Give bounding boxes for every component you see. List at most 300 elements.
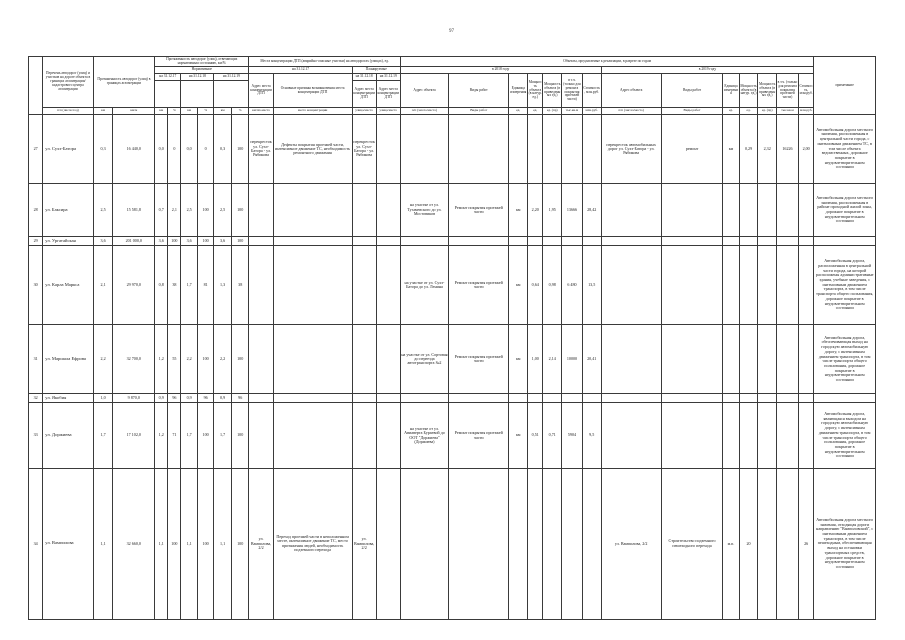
length-m: 16 440,0 xyxy=(113,114,155,183)
note xyxy=(814,236,876,245)
power-2019 xyxy=(739,245,758,324)
area-2019 xyxy=(777,245,799,324)
colnum-19: ед. (пр) xyxy=(543,107,562,114)
h-pow-19: Мощность объекта (в натур. ед.) xyxy=(739,74,758,108)
area-2019 xyxy=(777,236,799,245)
unit-2019 xyxy=(723,325,739,394)
h-unit-19: Единица измерения xyxy=(723,74,739,108)
h-addr-19: Адрес объекта xyxy=(601,74,661,108)
normative-km-17: 0,0 xyxy=(155,114,168,183)
colnum-28: млн.руб. xyxy=(798,107,813,114)
note: Автомобильная дорога местного значения, расположенная в районе проходной жилой зоны, дорожное покрытие в неудовлетворительном состоянии xyxy=(814,184,876,237)
colnum-18: ед. xyxy=(528,107,543,114)
cost-2019 xyxy=(798,236,813,245)
area-2019 xyxy=(777,468,799,619)
normative-pct-17: 0 xyxy=(168,114,181,183)
row-number: 27 xyxy=(29,114,43,183)
length-km: 1,1 xyxy=(93,468,113,619)
h-dtp-addr-3: Адрес места концентрации ДТП xyxy=(376,81,400,107)
h-year-2018: в 2018 году xyxy=(400,67,601,74)
unit-2018 xyxy=(509,468,528,619)
h-dtp-addr-2: Адрес места концентрации ДТП xyxy=(352,81,376,107)
h-dtp-cause: Основные причины возникновения места концентрации ДТП xyxy=(273,74,352,108)
object-address-2018: на участке от ул. Сухэ-Батора до ул. Ленина xyxy=(400,245,448,324)
header-row-1 xyxy=(29,57,876,67)
power-dtp-2019 xyxy=(758,184,777,237)
h-dtp-19: на 31.12.19 xyxy=(376,74,400,81)
power-2018 xyxy=(528,236,543,245)
normative-km-19: 0,3 xyxy=(214,114,232,183)
length-km: 1,7 xyxy=(93,403,113,468)
dtp-cause: Переход проезжей части в неположенном месте, интенсивное движение ТС, место притяжения людей, необходимость подземного перехода xyxy=(273,468,352,619)
row-number: 31 xyxy=(29,325,43,394)
length-m: 15 581,8 xyxy=(113,184,155,237)
power-dtp-2019 xyxy=(758,245,777,324)
area-2018: 10000 xyxy=(562,325,583,394)
object-address-2019 xyxy=(601,394,661,403)
normative-pct-17: 55 xyxy=(168,325,181,394)
unit-2018 xyxy=(509,114,528,183)
colnum-9: км xyxy=(214,107,232,114)
normative-km-19: 3,6 xyxy=(214,236,232,245)
area-2019 xyxy=(777,325,799,394)
normative-km-19: 1,3 xyxy=(214,245,232,324)
table-row xyxy=(29,114,876,183)
power-2019 xyxy=(739,236,758,245)
dtp-address: перекресток ул. Сухэ-Батора - ул. Рябикова xyxy=(249,114,273,183)
street-name: ул. Карла Маркса xyxy=(43,245,93,324)
power-dtp-2018: 0,71 xyxy=(543,403,562,468)
object-address-2018 xyxy=(400,236,448,245)
power-2018 xyxy=(528,114,543,183)
note: Автомобильная дорога, обеспечивающая выход на городскую автомобильную дорогу, с интенсивным движением транспорта, в том числе транспорта общего пользования, дорожное покрытие в неудовлетворительном состоянии xyxy=(814,325,876,394)
dtp-cause: Дефекты покрытия проезжей части, интенсивное движение ТС, необходимость ремонтного движения xyxy=(273,114,352,183)
area-2019 xyxy=(777,394,799,403)
colnum-27: тыс.кв.м xyxy=(777,107,799,114)
normative-km-18: 1,1 xyxy=(181,468,197,619)
area-2019 xyxy=(777,184,799,237)
street-name: ул. Якобия xyxy=(43,394,93,403)
unit-2019 xyxy=(723,236,739,245)
normative-km-17: 1,2 xyxy=(155,403,168,468)
cost-2018: 13,5 xyxy=(582,245,601,324)
cost-2019 xyxy=(798,394,813,403)
object-address-2018: на участке от ул. Тухачевского до ул. Мостовиков xyxy=(400,184,448,237)
dtp-address-18 xyxy=(352,403,376,468)
length-m: 17 102,0 xyxy=(113,403,155,468)
works-2018 xyxy=(449,114,509,183)
unit-2019 xyxy=(723,394,739,403)
cost-2019 xyxy=(798,325,813,394)
dtp-cause xyxy=(273,184,352,237)
length-m: 29 970,0 xyxy=(113,245,155,324)
colnum-14: улица/место xyxy=(376,107,400,114)
power-dtp-2018: 2,14 xyxy=(543,325,562,394)
h-dtp-17: на 31.12.17 xyxy=(249,67,352,74)
row-number: 28 xyxy=(29,184,43,237)
cost-2019 xyxy=(798,403,813,468)
colnum-8: % xyxy=(197,107,213,114)
cost-2019 xyxy=(798,245,813,324)
h-addr-18: Адрес объекта xyxy=(400,74,448,108)
normative-km-18: 2,2 xyxy=(181,325,197,394)
colnum-10: % xyxy=(231,107,249,114)
length-km: 0,3 xyxy=(93,114,113,183)
normative-km-18: 1,7 xyxy=(181,403,197,468)
h-objects: Объекты, предлагаемые к реализации, в разрезе по годам xyxy=(400,57,814,67)
works-2019 xyxy=(661,394,722,403)
street-name: ул. Вампилова xyxy=(43,468,93,619)
power-dtp-2018 xyxy=(543,236,562,245)
normative-pct-19: 96 xyxy=(231,394,249,403)
header-colnum-row xyxy=(29,107,876,114)
object-address-2019 xyxy=(601,184,661,237)
unit-2019 xyxy=(723,245,739,324)
row-number: 30 xyxy=(29,245,43,324)
note: Автомобильная дорога местного значения, отходящая дороги направлению "Вампиловский", с интенсивным движением транспорта, в том числе пешеходным, обеспечивающая выход на остановки транспортных средств, дорожное покрытие в неудовлетворительном состоянии xyxy=(814,468,876,619)
cost-2019: 2,00 xyxy=(798,114,813,183)
note: Автомобильная дорога местного значения, расположенная в центральной части города, с интенсивным движением ТС, в том числе объекта ведомственных, дорожное покрытие в неудовлетворительном состоянии xyxy=(814,114,876,183)
colnum-12: место концентрации xyxy=(273,107,352,114)
h-dtp-addr: Адрес места концентрации ДТП xyxy=(249,74,273,108)
h-normative-share: Протяженность автодорог (улиц), отвечающих нормативным состоянию, км/% xyxy=(155,57,249,67)
unit-2018: км xyxy=(509,403,528,468)
dtp-cause xyxy=(273,394,352,403)
colnum-26: ед. (пр) xyxy=(758,107,777,114)
works-2018 xyxy=(449,394,509,403)
unit-2018: км xyxy=(509,184,528,237)
dtp-address xyxy=(249,245,273,324)
dtp-address-18 xyxy=(352,184,376,237)
h-year-2019: в 2019 году xyxy=(601,67,814,74)
normative-pct-18: 100 xyxy=(197,236,213,245)
note: Автомобильная дорога, расположенная в центральной части города, на которой расположены административные здания, учебные заведения, с интенсивным движением транспорта, в том числе транспорта общего пользования, дорожное покрытие в неудовлетворительном состоянии xyxy=(814,245,876,324)
colnum-6: % xyxy=(168,107,181,114)
power-2019 xyxy=(739,184,758,237)
colnum-16: Виды работ xyxy=(449,107,509,114)
cost-2018: 28,42 xyxy=(582,184,601,237)
street-name: ул. Сухэ-Батора xyxy=(43,114,93,183)
normative-pct-18: 100 xyxy=(197,468,213,619)
works-2019 xyxy=(661,245,722,324)
object-address-2019 xyxy=(601,236,661,245)
normative-km-17: 3,6 xyxy=(155,236,168,245)
dtp-address-18 xyxy=(352,325,376,394)
unit-2019 xyxy=(723,184,739,237)
power-2019 xyxy=(739,325,758,394)
normative-pct-18: 100 xyxy=(197,403,213,468)
power-dtp-2019 xyxy=(758,394,777,403)
colnum-3: км xyxy=(93,107,113,114)
works-2019 xyxy=(661,325,722,394)
table-row xyxy=(29,403,876,468)
power-2019 xyxy=(739,403,758,468)
power-dtp-2019: 2,32 xyxy=(758,114,777,183)
normative-pct-19: 100 xyxy=(231,114,249,183)
colnum-21: млн.руб. xyxy=(582,107,601,114)
object-address-2018 xyxy=(400,114,448,183)
row-number: 29 xyxy=(29,236,43,245)
normative-pct-17: 100 xyxy=(168,468,181,619)
object-address-2018 xyxy=(400,468,448,619)
colnum-23: Виды работ xyxy=(661,107,722,114)
header-row-2 xyxy=(29,67,876,74)
works-2019 xyxy=(661,184,722,237)
cost-2018 xyxy=(582,236,601,245)
h-dtp-places: Места концентрации ДТП (аварийно-опасные участки) на автодорогах (улицах), ед. xyxy=(249,57,400,67)
row-number: 32 xyxy=(29,394,43,403)
table-row xyxy=(29,236,876,245)
cost-2018 xyxy=(582,394,601,403)
power-dtp-2018 xyxy=(543,394,562,403)
power-2018: 1,00 xyxy=(528,325,543,394)
colnum-15: п/п (число/место) xyxy=(400,107,448,114)
normative-km-18: 0,9 xyxy=(181,394,197,403)
note xyxy=(814,394,876,403)
h-k18: на 31.12.18 xyxy=(181,74,214,81)
works-2018: Ремонт покрытия проезжей части xyxy=(449,325,509,394)
row-number: 33 xyxy=(29,403,43,468)
power-2019 xyxy=(739,394,758,403)
h-works-19: Виды работ xyxy=(661,74,722,108)
area-2018 xyxy=(562,468,583,619)
h-incl-19: в т.ч. (только для ремонта покрытия проезжей части) xyxy=(777,74,799,108)
normative-km-19: 2,5 xyxy=(214,184,232,237)
length-km: 2,5 xyxy=(93,184,113,237)
power-2018: 0,64 xyxy=(528,245,543,324)
power-dtp-2018: 1,95 xyxy=(543,184,562,237)
dtp-address-18: ул. Вампилова, 2/2 xyxy=(352,468,376,619)
works-2019: Строительство подземного пешеходного перехода xyxy=(661,468,722,619)
street-name: ул. Баксира xyxy=(43,184,93,237)
colnum-13: улица/место xyxy=(352,107,376,114)
normative-pct-18: 96 xyxy=(197,394,213,403)
power-2019: 0,29 xyxy=(739,114,758,183)
colnum-2: п/п (число/год) xyxy=(43,107,93,114)
works-2018 xyxy=(449,468,509,619)
normative-pct-17: 38 xyxy=(168,245,181,324)
note: Автомобильная дорога, являющаяся выходом на городскую автомобильную дорогу, с интенсивным движением транспорта, в том числе транспорта общего пользования, дорожное покрытие в неудовлетворительном состоянии xyxy=(814,403,876,468)
normative-km-18: 3,6 xyxy=(181,236,197,245)
power-dtp-2018 xyxy=(543,468,562,619)
road-objects-table xyxy=(28,56,876,620)
normative-km-17: 0,9 xyxy=(155,394,168,403)
normative-km-17: 0,7 xyxy=(155,184,168,237)
works-2018: Ремонт покрытия проезжей части xyxy=(449,184,509,237)
h-cost-18: Стоимость, млн.руб. xyxy=(582,74,601,108)
h-k19: на 31.12.19 xyxy=(214,74,249,81)
works-2018: Ремонт покрытия проезжей части xyxy=(449,245,509,324)
area-2018: 6 480 xyxy=(562,245,583,324)
normative-km-18: 1,7 xyxy=(181,245,197,324)
object-address-2019 xyxy=(601,245,661,324)
normative-pct-17: 2,1 xyxy=(168,184,181,237)
power-2019: 20 xyxy=(739,468,758,619)
power-2018: 0,51 xyxy=(528,403,543,468)
normative-km-18: 2,5 xyxy=(181,184,197,237)
colnum-22: п/п (число/место) xyxy=(601,107,661,114)
cost-2019 xyxy=(798,184,813,237)
colnum-11: км/пп-место xyxy=(249,107,273,114)
normative-km-18: 0,0 xyxy=(181,114,197,183)
object-address-2018 xyxy=(400,394,448,403)
object-address-2019: ул. Вампилова, 2/2 xyxy=(601,468,661,619)
length-m: 201 000,0 xyxy=(113,236,155,245)
h-length: Протяженность автодорог (улиц) в границах агломерации xyxy=(93,57,154,108)
unit-2018 xyxy=(509,236,528,245)
power-dtp-2019 xyxy=(758,468,777,619)
works-2019 xyxy=(661,236,722,245)
object-address-2018: на участке от ул. Сортовая до переезда автотранспорта №2 xyxy=(400,325,448,394)
power-2018 xyxy=(528,468,543,619)
dtp-address-18 xyxy=(352,245,376,324)
h-powdtp-19: Мощность объекта (в приведенных ед.) xyxy=(758,74,777,108)
unit-2019: м.п. xyxy=(723,468,739,619)
table-row xyxy=(29,325,876,394)
h-normative: Нормативное xyxy=(155,67,249,74)
area-2018: 5904 xyxy=(562,403,583,468)
unit-2019: км xyxy=(723,114,739,183)
h-works-18: Виды работ xyxy=(449,74,509,108)
cost-2018: 20,41 xyxy=(582,325,601,394)
normative-pct-19: 38 xyxy=(231,245,249,324)
normative-pct-18: 81 xyxy=(197,245,213,324)
area-2018: 13666 xyxy=(562,184,583,237)
h-powdtp-18: Мощность объекта (в приведенных ед.) xyxy=(543,74,562,108)
unit-2019 xyxy=(723,403,739,468)
power-dtp-2018 xyxy=(543,114,562,183)
street-name: ул. Маршала Ефрова xyxy=(43,325,93,394)
unit-2018: км xyxy=(509,245,528,324)
normative-km-19: 1,1 xyxy=(214,468,232,619)
normative-pct-17: 71 xyxy=(168,403,181,468)
length-km: 1,0 xyxy=(93,394,113,403)
row-number: 34 xyxy=(29,468,43,619)
unit-2018 xyxy=(509,394,528,403)
object-address-2019: перекресток автомобильных дорог ул. Сухэ-Батора - ул. Рябикова xyxy=(601,114,661,183)
works-2019 xyxy=(661,403,722,468)
h-dtp-planned: Планируемые xyxy=(352,67,400,74)
power-2018: 2,20 xyxy=(528,184,543,237)
h-street-list: Перечень автодорог (улиц) и участков на дороге объекта в границах агломерации/кадастрового центра агломерации xyxy=(43,57,93,108)
colnum-4: км/м xyxy=(113,107,155,114)
h-incl-18: в т.ч. (только для ремонта покрытия проезжей части) xyxy=(562,74,583,108)
normative-km-19: 2,2 xyxy=(214,325,232,394)
area-2018 xyxy=(562,394,583,403)
cost-2018 xyxy=(582,468,601,619)
dtp-address xyxy=(249,184,273,237)
colnum-24: ед. xyxy=(723,107,739,114)
normative-pct-18: 0 xyxy=(197,114,213,183)
colnum-17: ед. xyxy=(509,107,528,114)
normative-pct-17: 96 xyxy=(168,394,181,403)
length-m: 32 700,0 xyxy=(113,325,155,394)
normative-km-17: 1,1 xyxy=(155,468,168,619)
cost-2018: 9,5 xyxy=(582,403,601,468)
area-2019: 16226 xyxy=(777,114,799,183)
street-name: ул. Доржиева xyxy=(43,403,93,468)
power-2018 xyxy=(528,394,543,403)
h-unit-18: Единица измерения xyxy=(509,74,528,108)
length-m: 9 870,0 xyxy=(113,394,155,403)
normative-pct-19: 100 xyxy=(231,468,249,619)
h-dtp-18: на 31.12.18 xyxy=(352,74,376,81)
table-row xyxy=(29,184,876,237)
dtp-cause xyxy=(273,403,352,468)
dtp-cause xyxy=(273,245,352,324)
dtp-address xyxy=(249,325,273,394)
object-address-2019 xyxy=(601,325,661,394)
area-2019 xyxy=(777,403,799,468)
unit-2018: км xyxy=(509,325,528,394)
power-dtp-2019 xyxy=(758,403,777,468)
h-note: примечание xyxy=(814,57,876,115)
power-dtp-2019 xyxy=(758,236,777,245)
dtp-address-18 xyxy=(352,394,376,403)
table-row xyxy=(29,394,876,403)
normative-pct-19: 100 xyxy=(231,184,249,237)
dtp-address xyxy=(249,236,273,245)
cost-2018 xyxy=(582,114,601,183)
page-number: 97 xyxy=(449,29,454,34)
normative-pct-17: 100 xyxy=(168,236,181,245)
works-2018 xyxy=(449,236,509,245)
normative-km-19: 1,7 xyxy=(214,403,232,468)
table-row xyxy=(29,468,876,619)
h-k17: на 31.12.17 xyxy=(155,74,181,81)
cost-2019: 26 xyxy=(798,468,813,619)
normative-km-17: 1,2 xyxy=(155,325,168,394)
area-2018 xyxy=(562,236,583,245)
area-2018 xyxy=(562,114,583,183)
length-km: 2,1 xyxy=(93,245,113,324)
h-cost-19: Стоимость, млн.руб. xyxy=(798,74,813,108)
dtp-cause xyxy=(273,236,352,245)
length-km: 2,2 xyxy=(93,325,113,394)
dtp-address: ул. Вампилова, 2/2 xyxy=(249,468,273,619)
works-2019: ремонт xyxy=(661,114,722,183)
length-km: 3,6 xyxy=(93,236,113,245)
normative-km-19: 0,9 xyxy=(214,394,232,403)
normative-pct-19: 100 xyxy=(231,403,249,468)
dtp-cause xyxy=(273,325,352,394)
colnum-25: ед. xyxy=(739,107,758,114)
power-dtp-2019 xyxy=(758,325,777,394)
colnum-5: км xyxy=(155,107,168,114)
dtp-address xyxy=(249,403,273,468)
dtp-address-18: перекресток ул. Сухэ-Батора - ул. Рябикова xyxy=(352,114,376,183)
table-row xyxy=(29,245,876,324)
header-row-3 xyxy=(29,74,876,81)
h-pow-18: Мощность объекта (в натур. ед.) xyxy=(528,74,543,108)
colnum-7: км xyxy=(181,107,197,114)
normative-pct-18: 100 xyxy=(197,325,213,394)
colnum-20: тыс.кв.м xyxy=(562,107,583,114)
street-name: ул. Ургатайская xyxy=(43,236,93,245)
normative-pct-18: 100 xyxy=(197,184,213,237)
normative-pct-19: 100 xyxy=(231,325,249,394)
length-m: 32 660,0 xyxy=(113,468,155,619)
object-address-2019 xyxy=(601,403,661,468)
dtp-address-18 xyxy=(352,236,376,245)
power-dtp-2018: 0,98 xyxy=(543,245,562,324)
document-sheet xyxy=(28,56,876,620)
object-address-2018: на участке от ул. Авиаверта Бураевой до ООТ "Доржиева" (Доржиева) xyxy=(400,403,448,468)
normative-km-17: 0,8 xyxy=(155,245,168,324)
works-2018: Ремонт покрытия проезжей части xyxy=(449,403,509,468)
normative-pct-19: 100 xyxy=(231,236,249,245)
dtp-address xyxy=(249,394,273,403)
